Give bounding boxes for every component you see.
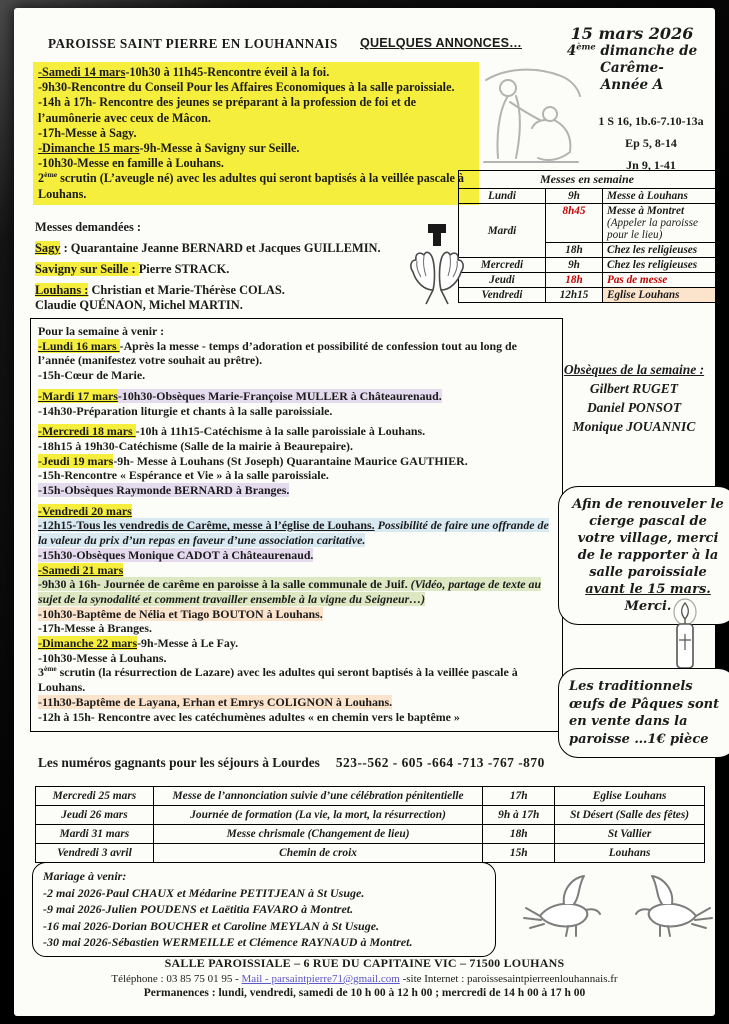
upcoming-events-table [35, 786, 705, 863]
text-segment: -10h à 11h15-Catéchisme à la salle paroissiale à Louhans. [135, 424, 426, 439]
text-segment: -16 mai 2026-Dorian BOUCHER et Caroline MEYLAN à St Usuge. [43, 918, 380, 933]
text-segment: avant le 15 mars. [585, 582, 711, 597]
text-segment: -site Internet : paroissesaintpierreenlouhannais.fr [399, 973, 618, 985]
text-segment: -12h15-Tous les vendredis de Carême, messe à l’église de Louhans. [38, 518, 375, 533]
page-title: PAROISSE SAINT PIERRE EN LOUHANNAIS [48, 36, 338, 51]
text-segment: Les traditionnels œufs de Pâques sont en vente dans la paroisse …1€ pièce [569, 679, 720, 747]
text-segment: -15h30-Obsèques Monique CADOT à Châteaurenaud. [38, 547, 314, 562]
readings-list [580, 110, 722, 176]
table-cell: Eglise Louhans [603, 288, 716, 303]
text-segment: Obsèques de la semaine : [563, 362, 705, 377]
text-segment: -15h-Cœur de Marie. [38, 368, 146, 383]
text-segment: -10h30-Messe en famille à Louhans. [38, 156, 224, 171]
text-segment: ème [44, 170, 58, 180]
text-segment: Mariage à venir: [43, 869, 127, 883]
table-cell: Vendredi 3 avril [36, 844, 154, 863]
text-segment: -Dimanche 15 mars [38, 141, 140, 156]
text-line [43, 918, 485, 935]
text-segment: -10h30-Obsèques Marie-Françoise MULLER à Châteaurenaud. [117, 388, 442, 403]
text-segment: -10h30 à 11h45-Rencontre éveil à la foi. [125, 65, 330, 79]
table-cell: Journée de formation (La vie, la mort, la résurrection) [153, 806, 482, 825]
text-line [38, 504, 555, 519]
doves-icon [522, 868, 714, 952]
text-line [38, 651, 555, 666]
text-segment: Possibilité de faire une offrande de la valeur du prix d’un repas en faveur d’une association caritative. [38, 518, 549, 548]
text-line [38, 95, 474, 125]
text-segment: -9h-Messe à Le Fay. [137, 636, 239, 651]
text-line [38, 389, 555, 404]
text-segment: Claudie QUÉNAON, Michel MARTIN. [35, 298, 243, 312]
text-line [43, 901, 485, 918]
table-cell: Mercredi 25 mars [36, 787, 154, 806]
text-segment: Louhans : [35, 283, 89, 297]
table-cell: Vendredi [459, 288, 546, 303]
text-segment: -9h30-Rencontre du Conseil Pour les Affaires Economiques à la salle paroissiale. [38, 80, 455, 95]
text-line [38, 665, 555, 694]
text-segment: scrutin (L’aveugle né) avec les adultes qui seront baptisés à la veillée pascale à Louhans. [38, 171, 465, 201]
text-segment: Sagy [35, 241, 61, 255]
table-cell: St Vallier [555, 825, 705, 844]
text-line [43, 885, 485, 902]
reading-3: Jn 9, 1-41 [626, 158, 676, 172]
table-cell: Jeudi 26 mars [36, 806, 154, 825]
text-line [43, 934, 485, 951]
table-cell: 18h [483, 825, 555, 844]
table-cell: 17h [483, 787, 555, 806]
text-line [38, 607, 555, 622]
text-segment: -11h30-Baptême de Layana, Erhan et Emrys COLIGNON à Louhans. [38, 694, 393, 709]
text-line [38, 483, 555, 498]
text-segment: -10h30-Baptême de Nélia et Tiago BOUTON à Louhans. [38, 606, 323, 621]
text-segment: Christian et Marie-Thérèse COLAS. [88, 283, 285, 297]
winning-numbers: 523--562 - 605 -664 -713 -767 -870 [335, 755, 545, 770]
text-line [38, 636, 555, 651]
text-line [35, 220, 415, 235]
text-segment: -Mercredi 18 mars [38, 424, 136, 439]
text-line [38, 80, 474, 95]
table-cell: Pas de messe [603, 273, 716, 288]
text-line [35, 298, 415, 313]
text-segment: (Vidéo, partage de texte au sujet de la synodalité et comment travailler ensemble à la vigne du Seigneur…) [38, 577, 542, 606]
weddings-box [32, 862, 496, 957]
text-segment: Téléphone : 03 85 75 01 95 - [111, 973, 242, 985]
funerals-block [548, 360, 720, 436]
requested-masses-block [35, 220, 415, 313]
mass-place: Messe à Montret [607, 205, 685, 217]
text-segment: -30 mai 2026-Sébastien WERMEILLE et Clémence RAYNAUD à Montret. [43, 935, 413, 949]
reading-2: Ep 5, 8-14 [625, 136, 677, 150]
table-cell: Chez les religieuses [603, 243, 716, 258]
table-cell: Mardi [459, 204, 546, 258]
reading-1: 1 S 16, 1b.6-7.10-13a [598, 114, 704, 128]
week-ahead-box [30, 318, 563, 732]
text-segment: -18h15 à 19h30-Catéchisme (Salle de la mairie à Beaurepaire). [38, 438, 353, 453]
table-cell: Louhans [555, 844, 705, 863]
text-line [35, 283, 415, 298]
parish-address: SALLE PAROISSIALE – 6 RUE DU CAPITAINE VIC – 71500 LOUHANS [164, 956, 565, 970]
email-link[interactable]: Mail - parsaintpierre71@gmail.com [241, 973, 400, 985]
table-cell: 15h [483, 844, 555, 863]
mass-note: (Appeler la paroisse pour le lieu) [607, 217, 698, 241]
text-line [38, 171, 474, 201]
text-segment: -10h30-Messe à Louhans. [38, 650, 167, 665]
text-segment: -12h à 15h- Rencontre avec les catéchumènes adultes « en chemin vers le baptême » [38, 709, 460, 724]
contact-line [14, 973, 715, 985]
easter-eggs-notice [558, 668, 729, 758]
text-line [38, 439, 555, 454]
table-cell: Eglise Louhans [555, 787, 705, 806]
table-row [36, 787, 705, 806]
text-segment: -Mardi 17 mars [38, 388, 118, 403]
text-segment: scrutin (la résurrection de Lazare) avec les adultes qui seront baptisés à la veillée pascale à Louhans. [38, 665, 518, 695]
text-segment: : Quarantaine Jeanne BERNARD et Jacques GUILLEMIN. [60, 241, 381, 255]
text-line [38, 621, 555, 636]
text-segment: -9h-Messe à Savigny sur Seille. [139, 141, 300, 156]
table-cell: Messe à Louhans [603, 189, 716, 204]
text-segment: 2 [38, 171, 45, 186]
table-cell: Chemin de croix [153, 844, 482, 863]
text-line [38, 65, 474, 80]
text-segment: 3 [38, 665, 44, 680]
text-segment: -Dimanche 22 mars [38, 636, 138, 651]
funeral-name: Gilbert RUGET [589, 381, 679, 396]
funeral-name: Monique JOUANNIC [572, 419, 696, 434]
table-cell: 9h à 17h [483, 806, 555, 825]
weekday-masses-table [458, 170, 716, 303]
text-line [35, 262, 415, 277]
text-line [38, 548, 555, 563]
text-segment: dimanche de Carême- [595, 43, 698, 76]
table-row [36, 825, 705, 844]
announcements-heading: QUELQUES ANNONCES… [360, 36, 522, 50]
weekend-announcements-block [33, 62, 479, 205]
text-segment: Savigny sur Seille : [35, 262, 139, 276]
text-segment: -Lundi 16 mars [38, 338, 120, 353]
text-segment: Pierre STRACK. [138, 262, 230, 276]
table-row [36, 806, 705, 825]
text-segment: 4 [566, 43, 577, 59]
table-cell: 8h45 [546, 204, 603, 243]
text-line [38, 695, 555, 710]
text-line [38, 368, 555, 383]
table-cell: Lundi [459, 189, 546, 204]
text-line [38, 156, 474, 171]
funeral-name: Daniel PONSOT [586, 400, 682, 415]
praying-hands-icon [406, 220, 468, 310]
text-line [38, 710, 555, 725]
table-cell: Chez les religieuses [603, 258, 716, 273]
text-segment: -9 mai 2026-Julien POUDENS et Laëtitia FAVARO à Montret. [43, 902, 354, 916]
text-line [43, 868, 485, 885]
gospel-scene-icon [466, 62, 594, 176]
document-page [14, 8, 724, 1016]
table-title: Messes en semaine [459, 171, 716, 189]
table-cell: 12h15 [546, 288, 603, 303]
text-segment: ème [43, 664, 57, 674]
text-segment: -17h-Messe à Sagy. [38, 125, 137, 140]
text-segment: -Après la messe - temps d’adoration et possibilité de confession tout au long de l’année (manifestez votre souhait au prêtre). [38, 338, 517, 368]
text-segment: -15h-Obsèques Raymonde BERNARD à Branges. [38, 483, 290, 498]
text-segment: Merci. [624, 599, 672, 614]
table-cell: Mercredi [459, 258, 546, 273]
text-line [38, 454, 555, 469]
text-line [38, 141, 474, 156]
lourdes-winners-line [38, 755, 545, 771]
text-segment: Pour la semaine à venir : [38, 324, 165, 338]
text-segment: -2 mai 2026-Paul CHAUX et Médarine PETITJEAN à St Usuge. [43, 885, 365, 900]
footer [14, 956, 715, 999]
table-cell [603, 204, 716, 243]
text-line [38, 563, 555, 578]
candle-icon [664, 598, 706, 674]
text-segment: -Vendredi 20 mars [38, 503, 132, 518]
text-segment: Afin de renouveler le cierge pascal de votre village, merci de le rapporter à la salle paroissiale [572, 497, 724, 580]
text-segment: -14h à 17h- Rencontre des jeunes se préparant à la profession de foi et de l’aumônerie avec ceux de Mâcon. [38, 95, 417, 125]
text-line [38, 126, 474, 141]
text-line [38, 404, 555, 419]
text-segment: -14h30-Préparation liturgie et chants à la salle paroissiale. [38, 403, 333, 418]
text-segment: -9h- Messe à Louhans (St Joseph) Quarantaine Maurice GAUTHIER. [113, 453, 468, 468]
text-line [38, 324, 555, 339]
table-row [36, 844, 705, 863]
lourdes-label: Les numéros gagnants pour les séjours à Lourdes [38, 755, 320, 770]
text-segment: -Samedi 21 mars [38, 562, 124, 577]
table-cell: 9h [546, 189, 603, 204]
text-segment: -17h-Messe à Branges. [38, 621, 152, 636]
table-cell: 9h [546, 258, 603, 273]
text-segment: -Jeudi 19 mars [38, 453, 114, 468]
text-line [38, 577, 555, 606]
text-segment: -15h-Rencontre « Espérance et Vie » à la salle paroissiale. [38, 468, 329, 483]
table-cell: Messe de l’annonciation suivie d’une célébration pénitentielle [153, 787, 482, 806]
funerals-title [548, 360, 720, 379]
table-cell: Mardi 31 mars [36, 825, 154, 844]
table-cell: 18h [546, 273, 603, 288]
text-line [35, 241, 415, 256]
text-segment: Messes demandées : [35, 220, 141, 234]
bulletin-date: 15 mars 2026 [570, 24, 694, 43]
text-segment: ème [576, 41, 596, 52]
liturgical-year: Année A [600, 77, 664, 93]
text-line [38, 468, 555, 483]
text-line [38, 424, 555, 439]
text-line [38, 518, 555, 547]
table-cell: Jeudi [459, 273, 546, 288]
table-cell: St Désert (Salle des fêtes) [555, 806, 705, 825]
text-line [38, 339, 555, 368]
text-segment: -9h30 à 16h- Journée de carême en paroisse à la salle communale de Juif. [38, 577, 408, 592]
opening-hours: Permanences : lundi, vendredi, samedi de 10 h 00 à 12 h 00 ; mercredi de 14 h 00 à 17 h 00 [143, 987, 586, 999]
text-segment: -Samedi 14 mars [38, 65, 126, 79]
table-cell: Messe chrismale (Changement de lieu) [153, 825, 482, 844]
table-cell: 18h [546, 243, 603, 258]
